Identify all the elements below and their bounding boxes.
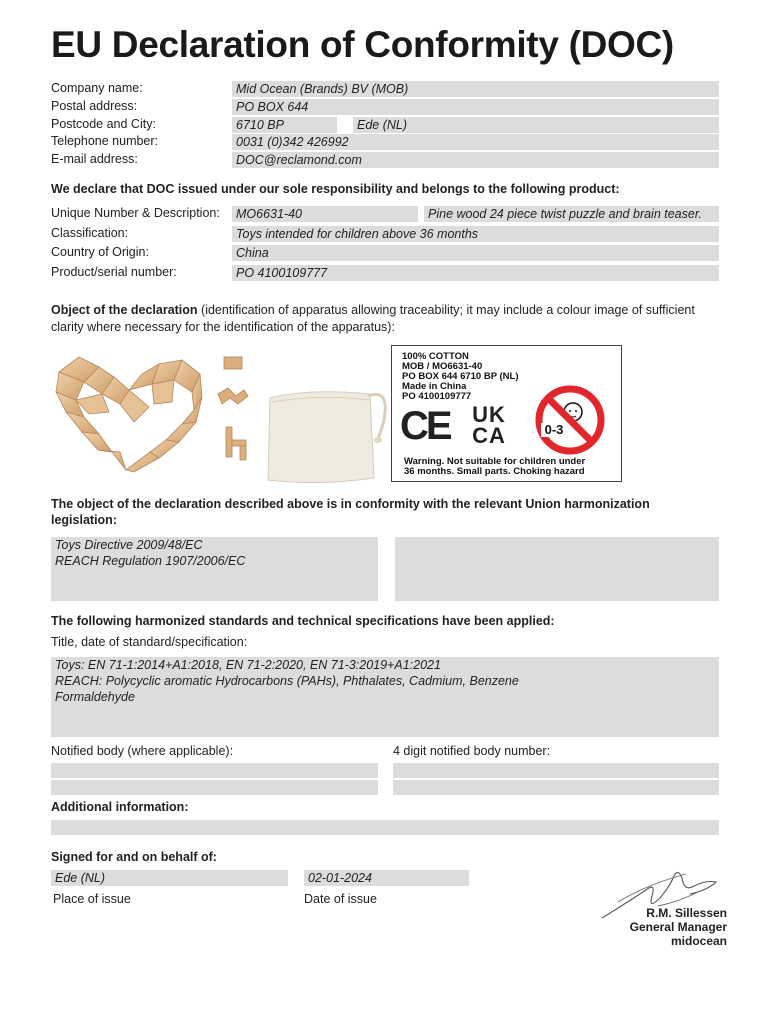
label-line-origin: Made in China [402, 381, 467, 392]
postcode-field[interactable]: 6710 BP [232, 117, 337, 133]
email-label: E-mail address: [51, 152, 138, 166]
ukca-bottom-text: CA [472, 423, 506, 448]
signatory-role: General Manager [629, 920, 727, 934]
legislation-field-4[interactable] [51, 585, 378, 601]
signatory-company: midocean [670, 934, 727, 948]
label-line-address: PO BOX 644 6710 BP (NL) [402, 371, 519, 382]
place-of-issue-label: Place of issue [53, 892, 131, 906]
city-field[interactable]: Ede (NL) [353, 117, 719, 133]
description-field[interactable]: Pine wood 24 piece twist puzzle and brain teaser. [424, 206, 719, 222]
date-of-issue-field[interactable]: 02-01-2024 [304, 870, 469, 886]
label-line-item: MOB / MO6631-40 [402, 361, 483, 372]
notified-number-label: 4 digit notified body number: [393, 744, 551, 758]
notified-body-label: Notified body (where applicable): [51, 744, 234, 758]
email-field[interactable]: DOC@reclamond.com [232, 152, 719, 168]
standard-field-2[interactable]: REACH: Polycyclic aromatic Hydrocarbons (PAHs), Phthalates, Cadmium, Benzene [51, 673, 719, 689]
label-line-material: 100% COTTON [402, 351, 469, 362]
postal-address-label: Postal address: [51, 99, 138, 113]
additional-info-field[interactable] [51, 820, 719, 835]
wooden-heart-puzzle-image [54, 352, 204, 477]
object-paragraph [51, 302, 721, 336]
not-for-children-under-3-icon [529, 384, 611, 456]
unique-number-label: Unique Number & Description: [51, 206, 220, 220]
notified-body-field-1[interactable] [51, 763, 378, 778]
standard-field-1[interactable]: Toys: EN 71-1:2014+A1:2018, EN 71-2:2020, EN 71-3:2019+A1:2021 [51, 657, 719, 673]
country-origin-field[interactable]: China [232, 245, 719, 261]
country-origin-label: Country of Origin: [51, 245, 149, 259]
postal-address-field[interactable]: PO BOX 644 [232, 99, 719, 115]
wooden-pieces-image [212, 352, 252, 477]
signed-heading: Signed for and on behalf of: [51, 850, 217, 864]
legislation-field-7[interactable] [395, 569, 719, 585]
classification-label: Classification: [51, 226, 129, 240]
signatory-name: R.M. Sillessen [646, 906, 727, 920]
legislation-field-3[interactable] [51, 569, 378, 585]
ukca-mark [468, 404, 510, 446]
legislation-field-5[interactable] [395, 537, 719, 553]
legislation-field-2[interactable]: REACH Regulation 1907/2006/EC [51, 553, 378, 569]
standards-sublabel: Title, date of standard/specification: [51, 635, 248, 649]
conformity-heading: The object of the declaration described above is in conformity with the relevant Union harmonization legislation: [51, 497, 650, 527]
product-label-box [391, 345, 622, 482]
date-of-issue-label: Date of issue [304, 892, 377, 906]
standard-field-5[interactable] [51, 721, 719, 737]
notified-number-field-1[interactable] [393, 763, 719, 778]
ce-mark: CE [400, 404, 450, 448]
serial-number-label: Product/serial number: [51, 265, 177, 279]
object-description: (identification of apparatus allowing traceability; it may include a colour image of sufficient clarity where necessary for the identification of the apparatus): [51, 303, 695, 334]
notified-body-field-2[interactable] [51, 780, 378, 795]
company-name-label: Company name: [51, 81, 143, 95]
standard-field-3[interactable]: Formaldehyde [51, 689, 719, 705]
notified-number-field-2[interactable] [393, 780, 719, 795]
declare-heading: We declare that DOC issued under our sole responsibility and belongs to the following product: [51, 182, 620, 196]
place-of-issue-field[interactable]: Ede (NL) [51, 870, 288, 886]
serial-number-field[interactable]: PO 4100109777 [232, 265, 719, 281]
page-title: EU Declaration of Conformity (DOC) [51, 24, 674, 65]
legislation-field-6[interactable] [395, 553, 719, 569]
legislation-field-8[interactable] [395, 585, 719, 601]
label-line-po: PO 4100109777 [402, 391, 472, 402]
cotton-pouch-image [260, 380, 395, 490]
additional-info-heading: Additional information: [51, 800, 189, 814]
company-name-field[interactable]: Mid Ocean (Brands) BV (MOB) [232, 81, 719, 97]
telephone-label: Telephone number: [51, 134, 159, 148]
warning-line-1: Warning. Not suitable for children under [404, 456, 586, 467]
standards-heading: The following harmonized standards and technical specifications have been applied: [51, 614, 555, 628]
warning-line-2: 36 months. Small parts. Choking hazard [404, 466, 585, 477]
ukca-top-text: UK [472, 402, 506, 427]
object-heading: Object of the declaration [51, 303, 198, 317]
postcode-city-label: Postcode and City: [51, 117, 156, 131]
legislation-field-1[interactable]: Toys Directive 2009/48/EC [51, 537, 378, 553]
telephone-field[interactable]: 0031 (0)342 426992 [232, 134, 719, 150]
classification-field[interactable]: Toys intended for children above 36 months [232, 226, 719, 242]
age-range-text: 0-3 [544, 422, 564, 437]
unique-number-field[interactable]: MO6631-40 [232, 206, 418, 222]
standard-field-4[interactable] [51, 705, 719, 721]
